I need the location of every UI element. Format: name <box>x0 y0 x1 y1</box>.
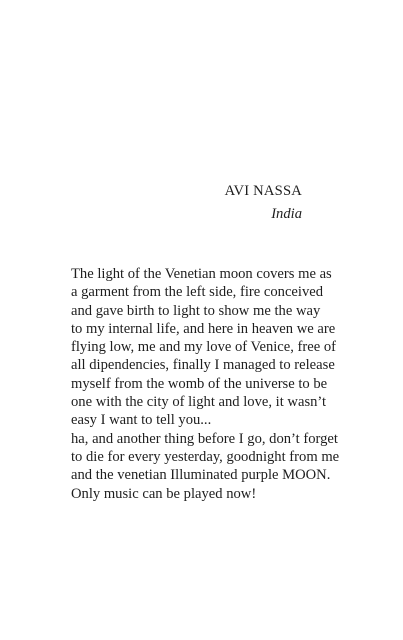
poem-line: easy I want to tell you... <box>71 412 212 429</box>
poem-line: and the venetian Illuminated purple MOON. <box>71 467 331 484</box>
poem-body <box>71 265 340 503</box>
poem-line: Only music can be played now! <box>71 485 257 502</box>
poem-line: one with the city of light and love, it wasn’t <box>71 394 327 411</box>
poem-line: ha, and another thing before I go, don’t forget <box>71 430 338 447</box>
author-country: India <box>271 206 302 222</box>
poem-line: a garment from the left side, fire conceived <box>71 284 324 301</box>
poem-line: and gave birth to light to show me the way <box>71 302 321 319</box>
poem-line: flying low, me and my love of Venice, free of <box>71 339 337 356</box>
poem-line: all dipendencies, finally I managed to release <box>71 357 335 374</box>
poem-line: myself from the womb of the universe to be <box>71 375 328 392</box>
poem-line: to die for every yesterday, goodnight from me <box>71 448 340 465</box>
author-name: AVI NASSA <box>224 183 302 199</box>
poem-line: The light of the Venetian moon covers me as <box>71 266 332 282</box>
poem-line: to my internal life, and here in heaven we are <box>71 320 336 337</box>
